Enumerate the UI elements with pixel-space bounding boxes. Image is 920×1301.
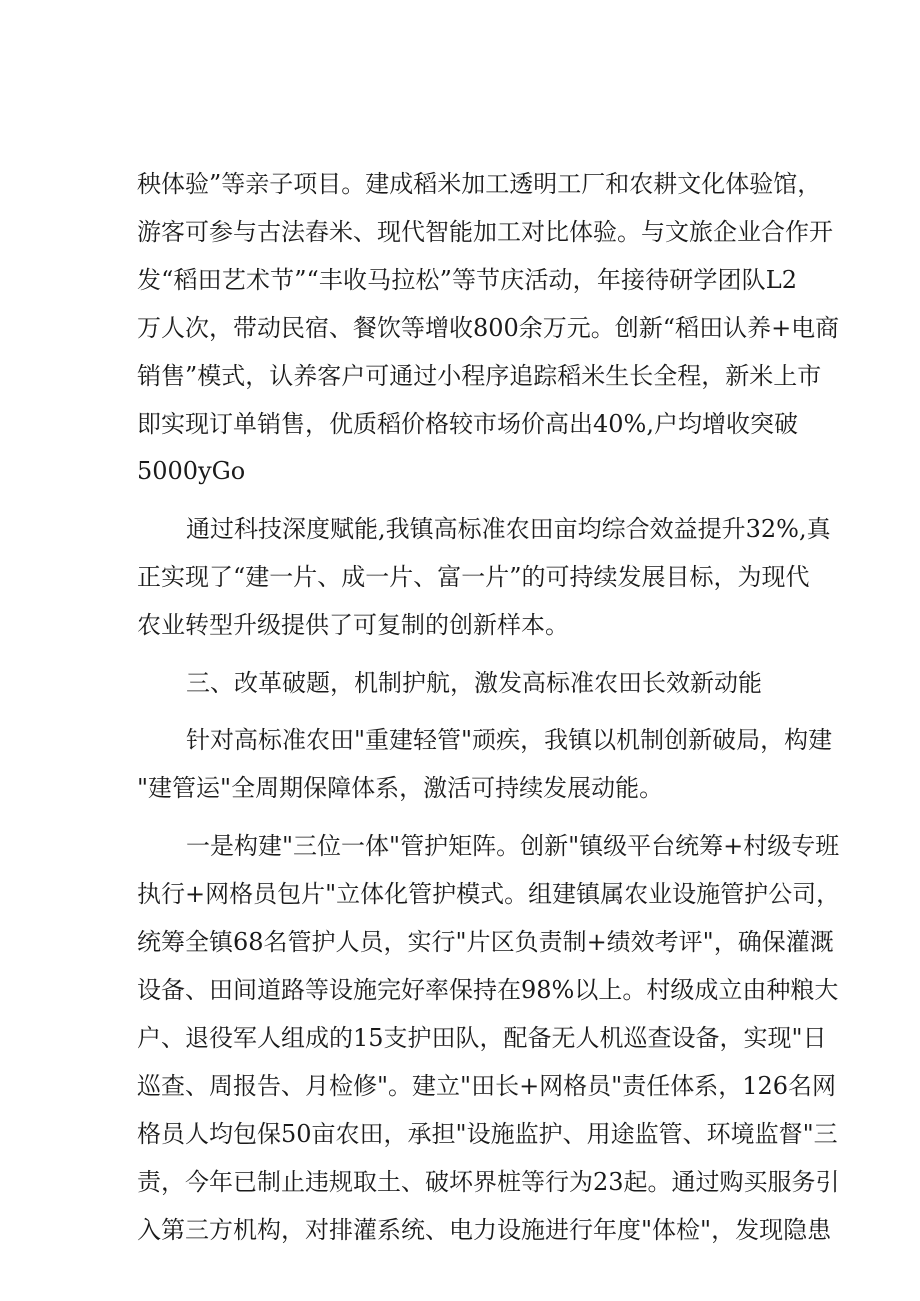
paragraph-4-line-2: 执行+网格员包片"立体化管护模式。组建镇属农业设施管护公司， (137, 880, 841, 908)
paragraph-4-line-4: 设备、田间道路等设施完好率保持在98%以上。村级成立由种粮大 (137, 976, 839, 1004)
paragraph-4-line-3: 统筹全镇68名管护人员，实行"片区负责制+绩效考评"，确保灌溉 (137, 928, 834, 956)
paragraph-1-line-6: 即实现订单销售，优质稻价格较市场价高出40%,户均增收突破 (137, 410, 798, 438)
paragraph-4-line-5: 户、退役军人组成的15支护田队，配备无人机巡查设备，实现"日 (137, 1024, 827, 1052)
paragraph-1-line-3: 发“稻田艺术节”“丰收马拉松”等节庆活动，年接待研学团队L2 (137, 266, 797, 294)
paragraph-1-line-1: 秧体验”等亲子项目。建成稻米加工透明工厂和农耕文化体验馆， (137, 170, 822, 198)
paragraph-2-line-1: 通过科技深度赋能,我镇高标准农田亩均综合效益提升32%,真 (186, 515, 831, 543)
paragraph-3-line-2: "建管运"全周期保障体系，激活可持续发展动能。 (137, 774, 664, 802)
paragraph-4-line-7: 格员人均包保50亩农田，承担"设施监护、用途监管、环境监督"三 (137, 1120, 838, 1148)
paragraph-2-line-3: 农业转型升级提供了可复制的创新样本。 (137, 611, 569, 639)
paragraph-3-line-1: 针对高标准农田"重建轻管"顽疾，我镇以机制创新破局，构建 (186, 726, 833, 754)
paragraph-1-line-4: 万人次，带动民宿、餐饮等增收800余万元。创新“稻田认养+电商 (137, 314, 840, 342)
paragraph-1-line-7: 5000yGo (137, 457, 246, 485)
paragraph-4-line-9: 入第三方机构，对排灌系统、电力设施进行年度"体检"，发现隐患 (137, 1216, 832, 1244)
paragraph-4-line-1: 一是构建"三位一体"管护矩阵。创新"镇级平台统筹+村级专班 (186, 832, 840, 860)
section-heading: 三、改革破题，机制护航，激发高标准农田长效新动能 (186, 669, 762, 697)
paragraph-2-line-2: 正实现了“建一片、成一片、富一片”的可持续发展目标，为现代 (137, 563, 810, 591)
paragraph-1-line-2: 游客可参与古法舂米、现代智能加工对比体验。与文旅企业合作开 (137, 218, 833, 246)
paragraph-4-line-8: 责，今年已制止违规取土、破坏界桩等行为23起。通过购买服务引 (137, 1168, 840, 1196)
paragraph-1-line-5: 销售”模式，认养客户可通过小程序追踪稻米生长全程，新米上市 (137, 362, 822, 390)
paragraph-4-line-6: 巡查、周报告、月检修"。建立"田长+网格员"责任体系，126名网 (137, 1072, 837, 1100)
